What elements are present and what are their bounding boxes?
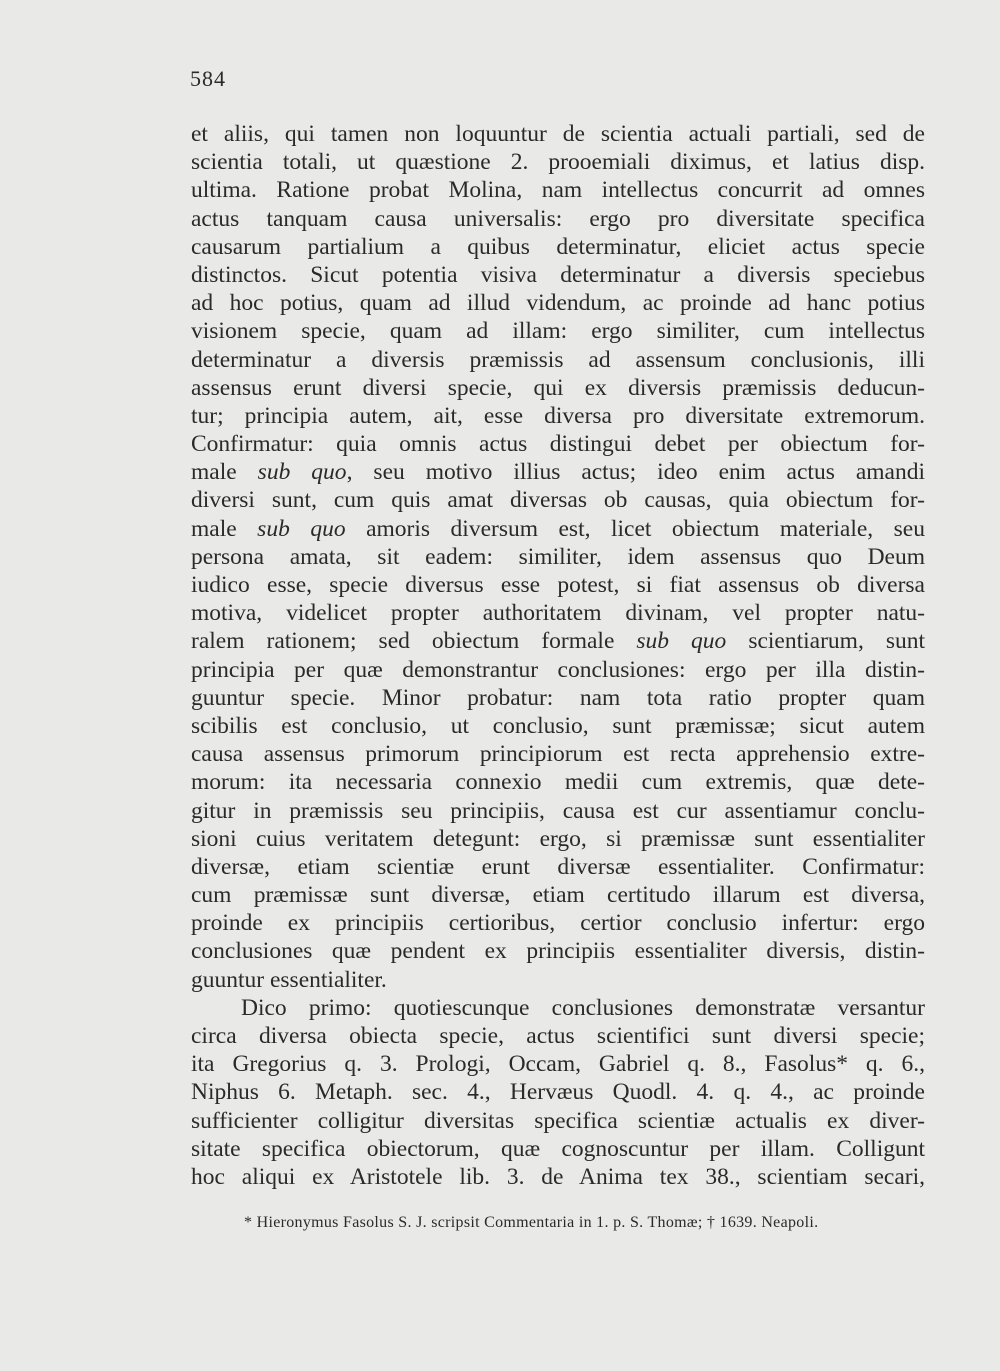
text-line: determinatur a diversis præmissis ad assensum conclusionis, illi bbox=[191, 346, 925, 373]
text-line: assensus erunt diversi specie, qui ex diversis præmissis deducun- bbox=[191, 374, 925, 401]
text-line: conclusiones quæ pendent ex principiis essentialiter diversis, distin- bbox=[191, 938, 925, 965]
text-line: tur; principia autem, ait, esse diversa pro diversitate extremorum. bbox=[191, 402, 925, 429]
text-line: Niphus 6. Metaph. sec. 4., Hervæus Quodl. 4. q. 4., ac proinde bbox=[191, 1079, 925, 1106]
text-line: circa diversa obiecta specie, actus scientifici sunt diversi specie; bbox=[191, 1023, 925, 1049]
text-line: male sub quo amoris diversum est, licet obiectum materiale, seu bbox=[191, 515, 925, 542]
text-line: et aliis, qui tamen non loquuntur de scientia actuali partiali, sed de bbox=[191, 121, 925, 147]
text-line: diversi sunt, cum quis amat diversas ob causas, quia obiectum for- bbox=[191, 487, 925, 514]
text-line: proinde ex principiis certioribus, certior conclusio infertur: ergo bbox=[191, 910, 925, 937]
text-line: diversæ, etiam scientiæ erunt diversæ essentialiter. Confirmatur: bbox=[191, 853, 925, 880]
italic-phrase: sub quo bbox=[257, 459, 347, 486]
text-line: gitur in præmissis seu principiis, causa est cur assentiamur conclu- bbox=[191, 797, 925, 824]
text-line: visionem specie, quam ad illam: ergo similiter, cum intellectus bbox=[191, 318, 925, 345]
text-line: sitate specifica obiectorum, quæ cognoscuntur per illam. Colligunt bbox=[191, 1135, 925, 1162]
text-line: ralem rationem; sed obiectum formale sub quo scientiarum, sunt bbox=[191, 628, 925, 655]
text-line: ultima. Ratione probat Molina, nam intellectus concurrit ad omnes bbox=[191, 177, 925, 204]
text-line: morum: ita necessaria connexio medii cum extremis, quæ dete- bbox=[191, 769, 925, 796]
text-line: motiva, videlicet propter authoritatem divinam, vel propter natu- bbox=[191, 600, 925, 627]
text-line: male sub quo, seu motivo illius actus; ideo enim actus amandi bbox=[191, 459, 926, 486]
text-line: iudico esse, specie diversus esse potest, si fiat assensus ob diversa bbox=[191, 572, 925, 598]
text-line: sioni cuius veritatem detegunt: ergo, si præmissæ sunt essentialiter bbox=[191, 825, 925, 852]
text-line: actus tanquam causa universalis: ergo pro diversitate specifica bbox=[191, 205, 925, 232]
text-line: causarum partialium a quibus determinatur, eliciet actus specie bbox=[191, 233, 925, 260]
text-line: Confirmatur: quia omnis actus distingui debet per obiectum for- bbox=[191, 431, 925, 458]
text-line: scientia totali, ut quæstione 2. prooemiali diximus, et latius disp. bbox=[191, 149, 925, 176]
main-text bbox=[191, 120, 925, 1191]
text-line: ad hoc potius, quam ad illud videndum, ac proinde ad hanc potius bbox=[191, 290, 925, 317]
text-line: cum præmissæ sunt diversæ, etiam certitudo illarum est diversa, bbox=[191, 882, 925, 909]
text-line: guuntur essentialiter. bbox=[191, 966, 387, 993]
text-line: principia per quæ demonstrantur conclusiones: ergo per illa distin- bbox=[191, 656, 925, 683]
text-line: Dico primo: quotiescunque conclusiones demonstratæ versantur bbox=[241, 994, 925, 1021]
text-line: persona amata, sit eadem: similiter, idem assensus quo Deum bbox=[191, 543, 925, 570]
text-line: hoc aliqui ex Aristotele lib. 3. de Anima tex 38., scientiam secari, bbox=[191, 1163, 925, 1190]
italic-phrase: sub quo bbox=[257, 515, 346, 542]
text-line: guuntur specie. Minor probatur: nam tota ratio propter quam bbox=[191, 684, 925, 711]
text-line: sufficienter colligitur diversitas specifica scientiæ actualis ex diver- bbox=[191, 1107, 925, 1134]
text-line: scibilis est conclusio, ut conclusio, sunt præmissæ; sicut autem bbox=[191, 712, 925, 739]
italic-phrase: sub quo bbox=[636, 628, 727, 655]
text-line: causa assensus primorum principiorum est recta apprehensio extre- bbox=[191, 741, 925, 768]
text-line: ita Gregorius q. 3. Prologi, Occam, Gabriel q. 8., Fasolus* q. 6., bbox=[191, 1051, 925, 1078]
page-number: 584 bbox=[190, 66, 226, 91]
footnote: * Hieronymus Fasolus S. J. scripsit Commentaria in 1. p. S. Thomæ; † 1639. Neapoli. bbox=[244, 1214, 819, 1231]
text-line: distinctos. Sicut potentia visiva determinatur a diversis speciebus bbox=[191, 261, 925, 288]
